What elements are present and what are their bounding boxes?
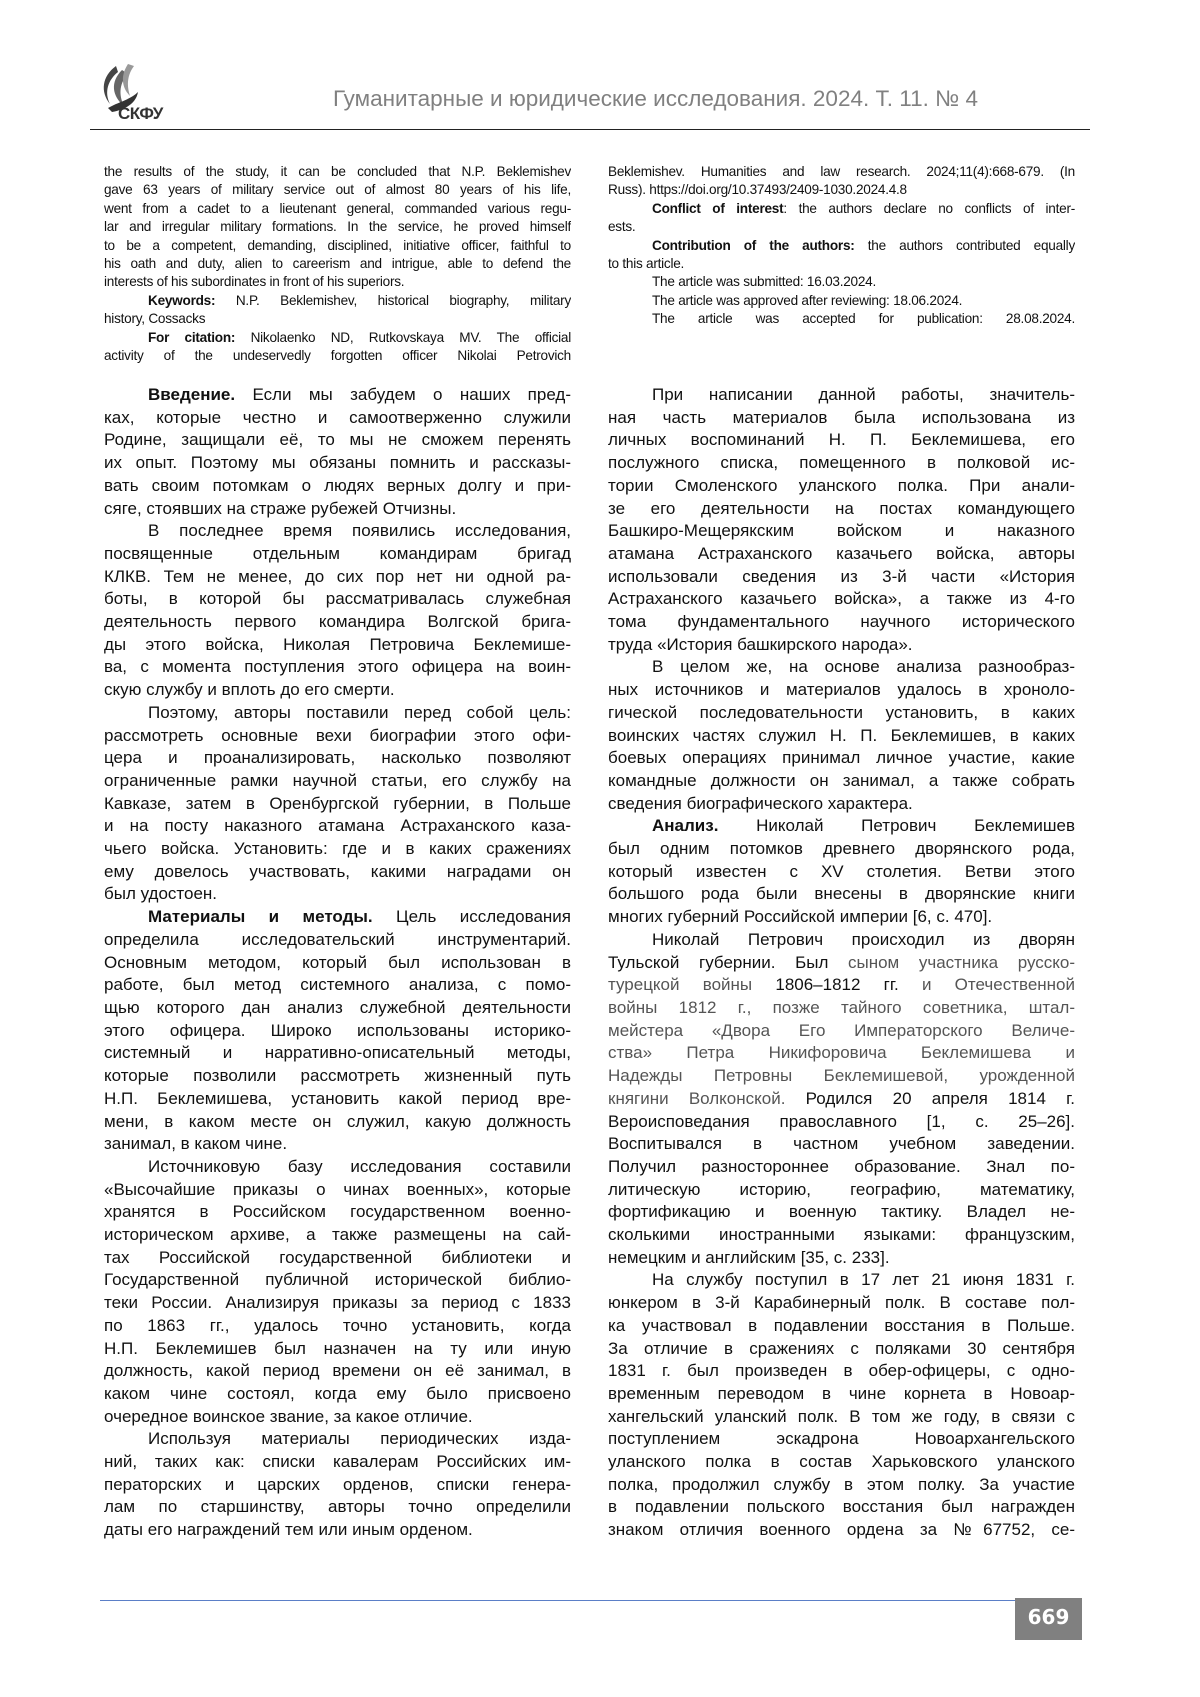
paragraph bbox=[608, 200, 1075, 237]
text-line bbox=[608, 974, 1075, 997]
logo-text: СКФУ bbox=[118, 104, 163, 124]
text-line bbox=[104, 1156, 571, 1179]
text-line bbox=[608, 1133, 1075, 1156]
text-line bbox=[104, 611, 571, 634]
text-line bbox=[608, 1042, 1075, 1065]
bold-lead-in: Анализ. bbox=[652, 816, 718, 835]
bold-lead-in: Conflict of interest bbox=[652, 201, 783, 216]
text-run: Используя материалы периодических изда- bbox=[148, 1429, 571, 1448]
text-run: Вероисповедания православного [1, с. 25–26]. bbox=[608, 1112, 1075, 1131]
text-line bbox=[104, 543, 571, 566]
paragraph bbox=[104, 702, 571, 906]
text-line bbox=[104, 1519, 571, 1542]
text-run: посвященные отдельным командирам бригад bbox=[104, 544, 571, 563]
text-line bbox=[104, 679, 571, 702]
text-run: КЛКВ. Тем не менее, до сих пор нет ни одной ра- bbox=[104, 567, 571, 586]
text-line bbox=[104, 1020, 571, 1043]
text-run: Н.П. Беклемишева, установить какой период вре- bbox=[104, 1089, 571, 1108]
text-run: Russ). https://doi.org/10.37493/2409-1030.2024.4.8 bbox=[608, 182, 907, 197]
text-run: activity of the undeservedly forgotten officer Nikolai Petrovich bbox=[104, 348, 571, 363]
text-run: ная часть материалов была использована из bbox=[608, 408, 1075, 427]
text-line bbox=[608, 1292, 1075, 1315]
text-run: по 1863 гг., удалось точно установить, когда bbox=[104, 1316, 571, 1335]
text-line bbox=[104, 974, 571, 997]
text-line bbox=[608, 1315, 1075, 1338]
text-run: зе его деятельности на постах командующего bbox=[608, 499, 1075, 518]
text-line bbox=[104, 634, 571, 657]
text-line bbox=[104, 498, 571, 521]
text-run: his oath and duty, alien to careerism and intrigue, able to defend the bbox=[104, 256, 571, 271]
text-line bbox=[608, 429, 1075, 452]
text-line bbox=[104, 1338, 571, 1361]
text-run: тории Смоленского уланского полка. При анали- bbox=[608, 476, 1075, 495]
text-line bbox=[104, 656, 571, 679]
text-run: ва, с момента поступления этого офицера на воин- bbox=[104, 657, 571, 676]
text-line bbox=[608, 656, 1075, 679]
text-line bbox=[104, 1065, 571, 1088]
text-line bbox=[104, 725, 571, 748]
paragraph bbox=[608, 1269, 1075, 1541]
paragraph bbox=[608, 384, 1075, 656]
text-line bbox=[608, 883, 1075, 906]
text-run: to this article. bbox=[608, 256, 684, 271]
text-run: даты его награждений тем или иным орденом. bbox=[104, 1520, 473, 1539]
text-line bbox=[608, 218, 1075, 236]
text-line bbox=[608, 1088, 1075, 1111]
text-run: Родине, защищали её, то мы не сможем перенять bbox=[104, 430, 571, 449]
text-run: уланского полка в состав Харьковского уланского bbox=[608, 1452, 1075, 1471]
text-line bbox=[104, 200, 571, 218]
text-line bbox=[608, 1111, 1075, 1134]
text-line bbox=[104, 1088, 571, 1111]
text-line bbox=[104, 588, 571, 611]
text-run: мейстера «Двора Его Императорского Величе- bbox=[608, 1021, 1075, 1040]
text-run: Родился 20 апреля 1814 г. bbox=[785, 1089, 1075, 1108]
text-run: При написании данной работы, значитель- bbox=[652, 385, 1075, 404]
footer-divider bbox=[100, 1600, 1015, 1601]
text-line bbox=[608, 838, 1075, 861]
text-run: который известен с XV столетия. Ветви этого bbox=[608, 862, 1075, 881]
body-right-column bbox=[608, 384, 1075, 1542]
text-line bbox=[104, 1360, 571, 1383]
text-line bbox=[608, 292, 1075, 310]
text-run: воинских частях служил Н. П. Беклемишев, в каких bbox=[608, 726, 1075, 745]
text-line bbox=[104, 1111, 571, 1134]
text-line bbox=[608, 237, 1075, 255]
text-line bbox=[608, 952, 1075, 975]
text-run: тах Российской государственной библиотеки и bbox=[104, 1248, 571, 1267]
text-run: должность, какой период времени он её занимал, в bbox=[104, 1361, 571, 1380]
text-line bbox=[608, 1451, 1075, 1474]
bold-lead-in: For citation: bbox=[148, 330, 235, 345]
text-line bbox=[104, 1292, 571, 1315]
text-run: временным переводом в чине корнета в Новоар- bbox=[608, 1384, 1075, 1403]
text-run: В последнее время появились исследования, bbox=[148, 521, 571, 540]
text-line bbox=[608, 273, 1075, 291]
text-line bbox=[104, 1315, 571, 1338]
paragraph bbox=[104, 1428, 571, 1542]
text-run: каком чине состоял, когда ему было присвоено bbox=[104, 1384, 571, 1403]
text-run: Основным методом, который был использован в bbox=[104, 953, 571, 972]
text-run: работе, был метод системного анализа, с помо- bbox=[104, 975, 571, 994]
text-run: Beklemishev. Humanities and law research. 2024;11(4):668-679. (In bbox=[608, 164, 1075, 179]
paragraph bbox=[608, 310, 1075, 328]
text-line bbox=[104, 292, 571, 310]
text-line bbox=[608, 861, 1075, 884]
text-run: в подавлении польского восстания был награжден bbox=[608, 1497, 1075, 1516]
text-line bbox=[104, 181, 571, 199]
text-run: сыном участника русско- bbox=[848, 953, 1075, 972]
text-run: Если мы забудем о наших пред- bbox=[235, 385, 571, 404]
header-divider bbox=[90, 129, 1090, 130]
text-run: gave 63 years of military service out of almost 80 years of his life, bbox=[104, 182, 571, 197]
text-line bbox=[104, 1042, 571, 1065]
text-run: этого офицера. Широко использованы историко- bbox=[104, 1021, 571, 1040]
text-run: The article was submitted: 16.03.2024. bbox=[652, 274, 876, 289]
text-run: На службу поступил в 17 лет 21 июня 1831 г. bbox=[652, 1270, 1075, 1289]
text-line bbox=[608, 255, 1075, 273]
text-line bbox=[104, 815, 571, 838]
text-run: сведения биографического характера. bbox=[608, 794, 913, 813]
text-run: Государственной публичной исторической библио- bbox=[104, 1270, 571, 1289]
text-run: interests of his subordinates in front of his superiors. bbox=[104, 274, 404, 289]
text-run: личных воспоминаний Н. П. Беклемишева, его bbox=[608, 430, 1075, 449]
text-run: 1831 г. был произведен в обер-офицеры, с одно- bbox=[608, 1361, 1075, 1380]
text-run: немецким и английским [35, с. 233]. bbox=[608, 1248, 890, 1267]
bold-lead-in: Contribution of the authors: bbox=[652, 238, 855, 253]
text-line bbox=[608, 793, 1075, 816]
text-run: княгини Волконской. bbox=[608, 1089, 785, 1108]
text-line bbox=[608, 702, 1075, 725]
text-run: вать своим потомкам о людях верных долгу и при- bbox=[104, 476, 571, 495]
paragraph bbox=[608, 815, 1075, 929]
text-line bbox=[104, 929, 571, 952]
text-run: боевых операциях принимал личное участие, какие bbox=[608, 748, 1075, 767]
text-run: их опыт. Поэтому мы обязаны помнить и рассказы- bbox=[104, 453, 571, 472]
text-line bbox=[608, 384, 1075, 407]
text-line bbox=[104, 702, 571, 725]
text-line bbox=[608, 1428, 1075, 1451]
text-run: юнкером в 3-й Карабинерный полк. В составе пол- bbox=[608, 1293, 1075, 1312]
text-run: которые позволили рассмотреть жизненный путь bbox=[104, 1066, 571, 1085]
text-run: Надежды Петровны Беклемишевой, урожденной bbox=[608, 1066, 1075, 1085]
text-line bbox=[104, 1247, 571, 1270]
text-run: гической последовательности установить, в каких bbox=[608, 703, 1075, 722]
text-run: послужного списка, помещенного в полковой ис- bbox=[608, 453, 1075, 472]
paragraph bbox=[104, 384, 571, 520]
text-line bbox=[608, 588, 1075, 611]
text-line bbox=[104, 218, 571, 236]
text-run: очередное воинское звание, за какое отличие. bbox=[104, 1407, 473, 1426]
text-line bbox=[104, 429, 571, 452]
text-line bbox=[608, 611, 1075, 634]
text-line bbox=[104, 1496, 571, 1519]
text-line bbox=[104, 1383, 571, 1406]
text-line bbox=[104, 1179, 571, 1202]
text-line bbox=[104, 475, 571, 498]
text-run: Поэтому, авторы поставили перед собой цель: bbox=[148, 703, 571, 722]
text-line bbox=[608, 1406, 1075, 1429]
text-run: ных источников и материалов удалось в хроноло- bbox=[608, 680, 1075, 699]
paragraph bbox=[608, 929, 1075, 1270]
text-run: ках, которые честно и самоотверженно служили bbox=[104, 408, 571, 427]
text-line bbox=[104, 952, 571, 975]
text-line bbox=[608, 498, 1075, 521]
text-run: командные должности он занимал, а также собрать bbox=[608, 771, 1075, 790]
text-line bbox=[608, 725, 1075, 748]
text-run: ограниченные рамки научной статьи, его службу на bbox=[104, 771, 571, 790]
text-run: to be a competent, demanding, disciplined, initiative officer, faithful to bbox=[104, 238, 571, 253]
text-line bbox=[608, 679, 1075, 702]
text-run: историческом архиве, а также размещены на сай- bbox=[104, 1225, 571, 1244]
text-run: history, Cossacks bbox=[104, 311, 205, 326]
text-run: Тульской губернии. Был bbox=[608, 953, 848, 972]
text-run: мени, в каком месте он служил, какую должность bbox=[104, 1112, 571, 1131]
text-line bbox=[104, 255, 571, 273]
text-line bbox=[608, 407, 1075, 430]
text-run: : the authors declare no conflicts of inter- bbox=[783, 201, 1075, 216]
text-line bbox=[608, 747, 1075, 770]
text-run: скую службу и вплоть до его смерти. bbox=[104, 680, 395, 699]
text-run: поступлением эскадрона Новоархангельского bbox=[608, 1429, 1075, 1448]
text-line bbox=[104, 1224, 571, 1247]
text-run: ка участвовал в подавлении восстания в Польше. bbox=[608, 1316, 1075, 1335]
text-line bbox=[608, 1338, 1075, 1361]
text-run: went from a cadet to a lieutenant general, commanded various regu- bbox=[104, 201, 571, 216]
text-run: Башкиро-Мещерякским войском и наказного bbox=[608, 521, 1075, 540]
text-line bbox=[608, 906, 1075, 929]
text-run: чьего войска. Установить: где и в каких сражениях bbox=[104, 839, 571, 858]
paragraph bbox=[104, 906, 571, 1156]
text-run: использовали сведения из 3-й части «История bbox=[608, 567, 1075, 586]
text-run: сколькими иностранными языками: французским, bbox=[608, 1225, 1075, 1244]
paragraph bbox=[608, 237, 1075, 274]
text-run: хангельский уланский полк. В том же году, в связи с bbox=[608, 1407, 1075, 1426]
text-line bbox=[104, 997, 571, 1020]
text-line bbox=[608, 1474, 1075, 1497]
text-line bbox=[104, 310, 571, 328]
page-number: 669 bbox=[1015, 1598, 1082, 1640]
text-run: lar and irregular military formations. In the service, he proved himself bbox=[104, 219, 571, 234]
text-run: системный и нарративно-описательный методы, bbox=[104, 1043, 571, 1062]
text-line bbox=[104, 883, 571, 906]
text-run: the results of the study, it can be concluded that N.P. Beklemishev bbox=[104, 164, 571, 179]
text-run: «Высочайшие приказы о чинах военных», которые bbox=[104, 1180, 571, 1199]
text-run: занимал, в каком чине. bbox=[104, 1134, 287, 1153]
text-run: Кавказе, затем в Оренбургской губернии, в Польше bbox=[104, 794, 571, 813]
text-run: Николай Петрович происходил из дворян bbox=[652, 930, 1075, 949]
bold-lead-in: Введение. bbox=[148, 385, 235, 404]
text-run: Воспитывался в частном учебном заведении. bbox=[608, 1134, 1075, 1153]
text-run: ний, таких как: списки кавалерам Российских им- bbox=[104, 1452, 571, 1471]
text-line bbox=[608, 181, 1075, 199]
text-line bbox=[104, 1474, 571, 1497]
text-line bbox=[104, 163, 571, 181]
text-line bbox=[608, 566, 1075, 589]
text-run: ства» Петра Никифоровича Беклемишева и bbox=[608, 1043, 1075, 1062]
text-line bbox=[608, 770, 1075, 793]
text-line bbox=[608, 1269, 1075, 1292]
text-run: и на посту наказного атамана Астраханского каза- bbox=[104, 816, 571, 835]
paragraph bbox=[608, 656, 1075, 815]
text-line bbox=[608, 1224, 1075, 1247]
text-run: войны 1812 г., позже тайного советника, штал- bbox=[608, 998, 1075, 1017]
text-line bbox=[608, 1065, 1075, 1088]
text-line bbox=[104, 273, 571, 291]
text-run: знаком отличия военного ордена за №67752, се- bbox=[608, 1520, 1075, 1539]
text-run: За отличие в сражениях с поляками 30 сентября bbox=[608, 1339, 1075, 1358]
text-run: хранятся в Российском государственном военно- bbox=[104, 1202, 571, 1221]
text-run: боты, в которой бы рассматривалась служебная bbox=[104, 589, 571, 608]
text-run: ператорских и царских орденов, списки генера- bbox=[104, 1475, 571, 1494]
text-line bbox=[104, 1451, 571, 1474]
text-line bbox=[608, 1201, 1075, 1224]
text-run: деятельность первого командира Волгской брига- bbox=[104, 612, 571, 631]
text-line bbox=[104, 861, 571, 884]
text-line bbox=[608, 1247, 1075, 1270]
bold-lead-in: Keywords: bbox=[148, 293, 215, 308]
abstract-right-column bbox=[608, 163, 1075, 329]
text-line bbox=[608, 929, 1075, 952]
text-line bbox=[608, 634, 1075, 657]
text-run: ды этого войска, Николая Петровича Беклемише- bbox=[104, 635, 571, 654]
text-line bbox=[104, 566, 571, 589]
text-line bbox=[608, 452, 1075, 475]
text-run: тома фундаментального научного исторического bbox=[608, 612, 1075, 631]
text-line bbox=[104, 838, 571, 861]
text-line bbox=[104, 452, 571, 475]
paragraph bbox=[104, 520, 571, 702]
text-run: Николай Петрович Беклемишев bbox=[718, 816, 1075, 835]
text-run: и Отечественной bbox=[922, 975, 1075, 994]
text-line bbox=[104, 747, 571, 770]
text-line bbox=[608, 1519, 1075, 1542]
journal-title: Гуманитарные и юридические исследования. 2024. Т. 11. № 4 bbox=[300, 86, 978, 112]
text-line bbox=[104, 237, 571, 255]
text-line bbox=[104, 793, 571, 816]
abstract-left-column bbox=[104, 163, 571, 365]
text-run: The article was approved after reviewing: 18.06.2024. bbox=[652, 293, 962, 308]
text-line bbox=[608, 1496, 1075, 1519]
paragraph bbox=[608, 163, 1075, 200]
text-line bbox=[608, 1179, 1075, 1202]
text-run: Получил разностороннее образование. Знал по- bbox=[608, 1157, 1075, 1176]
text-run: ему довелось участвовать, какими наградами он bbox=[104, 862, 571, 881]
text-run: определила исследовательский инструментарий. bbox=[104, 930, 571, 949]
text-line bbox=[608, 1156, 1075, 1179]
text-line bbox=[104, 520, 571, 543]
text-run: Источниковую базу исследования составили bbox=[148, 1157, 571, 1176]
bold-lead-in: Материалы и методы. bbox=[148, 907, 373, 926]
text-line bbox=[104, 1428, 571, 1451]
text-run: был одним потомков древнего дворянского рода, bbox=[608, 839, 1075, 858]
text-run: 1806–1812 гг. bbox=[775, 975, 922, 994]
paragraph bbox=[104, 163, 571, 292]
text-line bbox=[104, 1269, 571, 1292]
paragraph bbox=[104, 1156, 571, 1428]
text-run: теки России. Анализируя приказы за период с 1833 bbox=[104, 1293, 571, 1312]
text-run: Н.П. Беклемишев был назначен на ту или иную bbox=[104, 1339, 571, 1358]
text-run: лам по старшинству, авторы точно определили bbox=[104, 1497, 571, 1516]
paragraph bbox=[104, 329, 571, 366]
text-run: щью которого дан анализ служебной деятельности bbox=[104, 998, 571, 1017]
paragraph bbox=[104, 292, 571, 329]
text-line bbox=[608, 815, 1075, 838]
text-line bbox=[104, 329, 571, 347]
text-run: многих губерний Российской империи [6, с. 470]. bbox=[608, 907, 992, 926]
text-line bbox=[608, 543, 1075, 566]
text-line bbox=[104, 384, 571, 407]
text-run: The article was accepted for publication: 28.08.2024. bbox=[652, 311, 1075, 326]
text-line bbox=[608, 1360, 1075, 1383]
text-run: ests. bbox=[608, 219, 635, 234]
text-line bbox=[608, 200, 1075, 218]
text-run: турецкой войны bbox=[608, 975, 775, 994]
paragraph bbox=[608, 292, 1075, 310]
text-run: полка, продолжил службу в этом полку. За участие bbox=[608, 1475, 1075, 1494]
text-run: рассмотреть основные вехи биографии этого офи- bbox=[104, 726, 571, 745]
text-run: большого рода были внесены в дворянские книги bbox=[608, 884, 1075, 903]
text-run: Цель исследования bbox=[373, 907, 571, 926]
text-run: литическую историю, географию, математику, bbox=[608, 1180, 1075, 1199]
paragraph bbox=[608, 273, 1075, 291]
text-run: был удостоен. bbox=[104, 884, 217, 903]
text-line bbox=[104, 906, 571, 929]
text-run: Nikolaenko ND, Rutkovskaya MV. The official bbox=[235, 330, 571, 345]
text-run: цера и проанализировать, насколько позволяют bbox=[104, 748, 571, 767]
text-line bbox=[608, 997, 1075, 1020]
text-line bbox=[608, 1383, 1075, 1406]
text-run: N.P. Beklemishev, historical biography, military bbox=[215, 293, 571, 308]
text-line bbox=[104, 347, 571, 365]
text-line bbox=[104, 1133, 571, 1156]
text-line bbox=[608, 475, 1075, 498]
text-line bbox=[608, 163, 1075, 181]
text-run: труда «История башкирского народа». bbox=[608, 635, 913, 654]
text-line bbox=[608, 520, 1075, 543]
text-line bbox=[104, 1406, 571, 1429]
text-run: the authors contributed equally bbox=[855, 238, 1075, 253]
text-run: Астраханского казачьего войска», а также из 4-го bbox=[608, 589, 1075, 608]
text-line bbox=[104, 407, 571, 430]
text-line bbox=[104, 1201, 571, 1224]
text-run: фортификацию и военную тактику. Владел не- bbox=[608, 1202, 1075, 1221]
text-line bbox=[608, 1020, 1075, 1043]
text-run: атамана Астраханского казачьего войска, авторы bbox=[608, 544, 1075, 563]
text-run: В целом же, на основе анализа разнообраз- bbox=[652, 657, 1075, 676]
body-left-column bbox=[104, 384, 571, 1542]
text-line bbox=[104, 770, 571, 793]
text-line bbox=[608, 310, 1075, 328]
text-run: сяге, стоявших на страже рубежей Отчизны. bbox=[104, 499, 456, 518]
